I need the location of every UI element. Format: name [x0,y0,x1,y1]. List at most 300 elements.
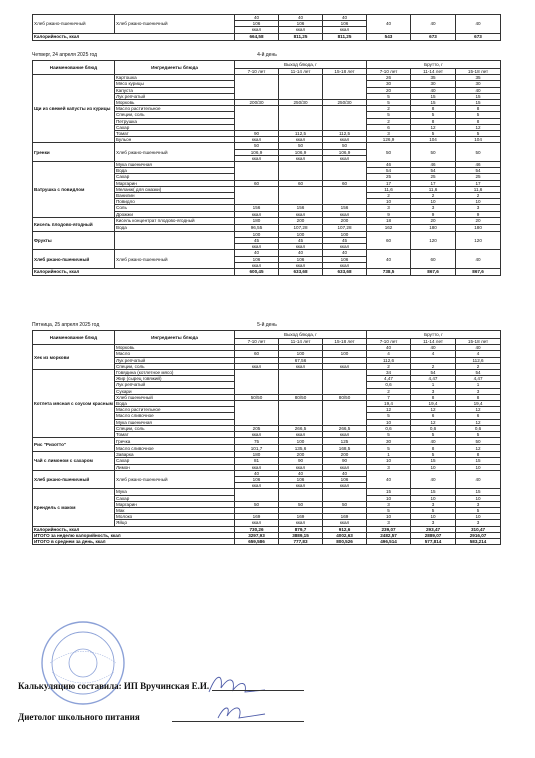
output-spacer [323,489,367,501]
output-weight: 200 [323,452,367,458]
gross-value: 3 [411,501,456,507]
ingredient-name: Морковь [115,345,235,351]
ingredient-name: Сахар [115,174,235,180]
total-value: 811,25 [323,33,367,40]
total-value: 633,68 [279,269,323,276]
ingredient-name: Лук репчатый [115,382,235,388]
output-spacer [279,489,323,501]
output-weight: 250/30 [323,100,367,106]
gross-value: 5 [367,93,411,99]
gross-value: 2 [367,388,411,394]
unit-label: ккал [235,483,279,489]
gross-value: 3 [411,388,456,394]
output-weight: 180 [235,217,279,224]
output-weight: 60 [323,180,367,186]
gross-value: 5 [367,112,411,118]
gross-value: 40 [411,345,456,351]
gross-value: 10 [411,464,456,470]
dish-name: Щи из свежей капусты из курицы [33,75,115,143]
gross-value: 15 [456,458,501,464]
total-label: Калорийность, ккал [33,526,235,532]
gross-value: 2 [367,363,411,369]
ingredient-name: Специи, соль [115,112,235,118]
gross-value: 8 [456,452,501,458]
output-kcal: 107,28 [279,224,323,231]
gross-value: 12 [411,124,456,130]
gross-value: 54 [456,168,501,174]
gross-value: 1 [456,382,501,388]
round-seal-stamp [40,620,126,706]
gross-value: 26 [367,75,411,81]
dish-name: Котлета мясная с соусом красным [33,370,115,438]
signature-line-calc [212,690,304,691]
output-weight: 40 [235,15,279,21]
gross-value: 120 [456,231,501,250]
gross-value: 6 [411,413,456,419]
day5-number: 5-й день [257,322,277,328]
unit-label: ккал [323,262,367,268]
gross-value: 46 [411,162,456,168]
gross-value: 8 [411,118,456,124]
unit-label: ккал [279,363,323,369]
gross-value: 10 [367,199,411,205]
signature-line-diet [172,721,304,722]
output-kcal: 266,5 [323,425,367,431]
total-label: ИТОГО за неделю калорийность, ккал [33,532,235,538]
gross-value: 5 [411,452,456,458]
table-row [33,269,501,276]
gross-value: 10 [456,464,501,470]
total-value: 867,6 [456,269,501,276]
total-value: 600,45 [235,269,279,276]
output-spacer [235,75,279,100]
total-label: ИТОГО в среднем за день, ккал [33,539,235,545]
gross-value: 12 [411,419,456,425]
total-value: 2889,07 [411,532,456,538]
output-weight: 180 [235,452,279,458]
output-kcal: 106 [235,21,279,27]
ingredient-name: Соль [115,205,235,211]
output-kcal: 106 [235,256,279,262]
ingredient-name: Томат [115,432,235,438]
ingredient-name: Сухари [115,388,235,394]
output-kcal: 106,9 [235,149,279,155]
table-row [33,370,501,376]
gross-value: 0,6 [456,425,501,431]
col-header-age: 11-14 лет [411,339,456,345]
output-weight: 250/30 [279,100,323,106]
gross-value: 5 [367,413,411,419]
gross-value: 2 [411,193,456,199]
output-spacer [279,401,323,426]
unit-label: ккал [279,432,323,438]
dish-name: Кисель плодово-ягодный [33,217,115,231]
gross-value: 30 [456,81,501,87]
dish-name: Рис "Ризотто" [33,438,115,452]
unit-label: ккал [235,464,279,470]
total-value: 2916,07 [456,532,501,538]
unit-label: ккал [323,432,367,438]
gross-value: 6 [456,413,501,419]
gross-value: 15 [456,93,501,99]
output-kcal: 45 [235,238,279,244]
gross-value: 9 [367,211,411,217]
gross-value: 3 [456,501,501,507]
output-kcal: 106 [279,256,323,262]
dish-name: Фрукты [33,231,115,250]
gross-value: 40 [456,470,501,489]
ingredient-name: Мука пшеничная [115,419,235,425]
gross-value: 19,4 [411,401,456,407]
ingredient-name: Кисель концентрат плодово-ягодный [115,217,235,224]
gross-value: 40 [367,345,411,351]
total-value: 239,07 [367,526,411,532]
gross-value: 11,6 [367,186,411,192]
output-kcal: 101,7 [235,445,279,452]
output-kcal: 156 [323,205,367,211]
output-kcal: 96,55 [235,224,279,231]
col-header-age: 15-18 лет [456,69,501,75]
gross-value: 15 [456,489,501,495]
output-kcal: 266,5 [279,425,323,431]
dish-name: Чай с лимоном с сахаром [33,452,115,471]
gross-value: 3 [411,520,456,526]
ingredient-name: Хлеб ржано-пшеничный [115,470,235,489]
gross-value: 6 [367,124,411,130]
gross-value: 4 [411,351,456,357]
table-row [33,33,501,40]
ingredient-name: Сахар [115,458,235,464]
gross-value: 5 [456,131,501,137]
gross-value: 25 [367,174,411,180]
output-spacer [235,162,279,181]
output-spacer [323,162,367,181]
gross-value: 35 [456,75,501,81]
gross-value: 3 [456,205,501,211]
output-kcal: 90 [279,458,323,464]
output-weight: 40 [279,15,323,21]
gross-value: 17 [456,180,501,186]
dish-name: Крендель с маком [33,489,115,526]
unit-label: ккал [323,520,367,526]
output-spacer [279,106,323,131]
gross-value: 120 [411,231,456,250]
output-spacer [235,489,279,501]
gross-value: 12 [411,407,456,413]
day4-date: Четверг, 24 апреля 2025 год [32,52,98,58]
output-weight: 50 [323,143,367,149]
total-label: Калорийность, ккал [33,269,235,276]
output-weight: 60 [235,351,279,357]
gross-value: 40 [411,438,456,445]
output-kcal: 205 [235,425,279,431]
ingredient-name: Жир (сырец говяжий) [115,376,235,382]
gross-value: 15 [367,489,411,495]
output-weight: 100 [279,351,323,357]
gross-value: 10 [367,514,411,520]
ingredient-name: Хлеб ржано-пшеничный [115,15,235,34]
dish-name: Хлеб ржано-пшеничный [33,470,115,489]
gross-value: 5 [411,131,456,137]
output-kcal: 106,9 [279,149,323,155]
output-spacer [279,370,323,395]
output-kcal: 169 [235,514,279,520]
gross-value: 40 [367,250,411,269]
table-row [33,539,501,545]
output-weight: 50 [235,501,279,507]
output-weight: 40 [279,250,323,256]
ingredient-name: Масло сливочное [115,445,235,452]
ingredient-name: Лимон [115,464,235,470]
ingredient-name: Морковь [115,100,235,106]
gross-value: 50 [411,143,456,162]
gross-value: 25 [411,174,456,180]
col-header-ingredients: Ингредиенты блюда [115,61,235,75]
gross-value: 8 [411,394,456,400]
col-header-output: Выход блюда, г [235,61,367,69]
gross-value: 104 [411,137,456,143]
ingredient-name: Картошка [115,75,235,81]
table-row [33,438,501,445]
output-weight: 80/50 [279,394,323,400]
output-weight: 40 [323,15,367,21]
gross-value: 54 [411,168,456,174]
col-header-age: 7-10 лет [367,69,411,75]
col-header-age: 7-10 лет [367,339,411,345]
gross-value: 4 [367,351,411,357]
output-weight: 100 [279,231,323,237]
output-kcal: 45 [323,238,367,244]
ingredient-name: Заварка [115,452,235,458]
menu-table-day4 [32,60,501,276]
output-kcal: 106 [235,477,279,483]
gross-value: 11,6 [411,186,456,192]
gross-value: 10 [411,199,456,205]
output-weight: 200 [323,217,367,224]
output-spacer [235,401,279,426]
gross-value: 5 [411,432,456,438]
ingredient-name: Хлеб ржано-пшеничный [115,250,235,269]
total-value: 496,514 [367,539,411,545]
calculation-author: Калькуляцию составила: ИП Вручинская Е.И. [18,681,210,691]
col-header-gross: Брутто, г [367,61,501,69]
gross-value: 180 [411,224,456,231]
unit-label: ккал [279,520,323,526]
gross-value: 8 [456,394,501,400]
total-value: 879,7 [279,526,323,532]
output-kcal: 90 [323,458,367,464]
gross-value: 4,47 [411,376,456,382]
gross-value: 0,6 [367,382,411,388]
output-weight: 40 [279,470,323,476]
ingredient-name [115,231,235,250]
output-weight: 125 [323,438,367,445]
output-kcal: 45 [279,238,323,244]
output-kcal: 156 [235,205,279,211]
table-row [33,61,501,69]
unit-label: ккал [323,244,367,250]
gross-value: 8 [411,106,456,112]
output-weight: 100 [279,438,323,445]
col-header-age: 15-18 лет [323,69,367,75]
unit-label: ккал [323,464,367,470]
ingredient-name: Специи, соль [115,363,235,369]
output-kcal: 106 [279,21,323,27]
gross-value: 5 [411,508,456,514]
total-value: 777,83 [279,539,323,545]
gross-value: 46 [367,162,411,168]
total-value: 3889,15 [279,532,323,538]
ingredient-name: Мука пшеничная [115,162,235,168]
output-weight: 100 [323,351,367,357]
gross-value: 10 [411,514,456,520]
gross-value: 5 [367,100,411,106]
output-weight: 200 [279,452,323,458]
ingredient-name: Сахар [115,495,235,501]
col-header-age: 11-14 лет [411,69,456,75]
unit-label: ккал [279,155,323,161]
gross-value: 50 [456,438,501,445]
gross-value: 25 [456,174,501,180]
gross-value: 2 [367,193,411,199]
ingredient-name: Специи, соль [115,425,235,431]
gross-value: 7 [367,394,411,400]
gross-value: 0,6 [411,425,456,431]
total-value: 811,25 [279,33,323,40]
gross-value: 10 [367,458,411,464]
total-value: 800,526 [323,539,367,545]
ingredient-name: Вода [115,168,235,174]
gross-value: 3 [367,205,411,211]
gross-value: 5 [456,432,501,438]
unit-label: ккал [235,432,279,438]
output-kcal: 106 [279,477,323,483]
output-kcal: 112,5 [323,131,367,137]
ingredient-name: Масло сливочное [115,413,235,419]
gross-value: 35 [411,75,456,81]
output-weight: 50 [279,143,323,149]
col-header-age: 15-18 лет [456,339,501,345]
total-value: 310,47 [456,526,501,532]
unit-label: ккал [323,155,367,161]
table-row [33,489,501,495]
unit-label: ккал [323,363,367,369]
output-weight: 50 [279,501,323,507]
unit-label: ккал [235,520,279,526]
gross-value: 10 [456,495,501,501]
output-kcal: 168,5 [323,445,367,452]
gross-value: 10 [456,514,501,520]
gross-value: 5 [367,445,411,452]
gross-value: 60 [411,250,456,269]
gross-value: 12 [456,407,501,413]
gross-value: 30 [367,438,411,445]
ingredient-name: Томат [115,131,235,137]
table-row [33,75,501,81]
ingredient-name: Вода [115,224,235,231]
col-header-age: 15-18 лет [323,339,367,345]
gross-value: 5 [367,508,411,514]
table-row [33,217,501,224]
gross-value: 15 [411,100,456,106]
gross-value: 12 [456,445,501,452]
ingredient-name: Молоко [115,514,235,520]
gross-value: 15 [411,93,456,99]
ingredient-name: Повидло [115,199,235,205]
col-header-age: 7-10 лет [235,339,279,345]
gross-value: 40 [411,15,456,34]
ingredient-name: Капуста [115,87,235,93]
unit-label: ккал [279,137,323,143]
ingredient-name: Меланж( для смазки) [115,186,235,192]
dish-name: Гренки [33,143,115,162]
gross-value: 40 [367,15,411,34]
output-spacer [323,75,367,100]
output-kcal: 112,5 [279,131,323,137]
output-kcal: 135,6 [279,445,323,452]
table-row [33,162,501,168]
gross-value: 50 [456,143,501,162]
gross-value: 5 [411,112,456,118]
output-spacer [323,370,367,395]
total-label: Калорийность, ккал [33,33,235,40]
gross-value: 1 [411,382,456,388]
total-value: 673 [411,33,456,40]
gross-value: 9 [411,211,456,217]
gross-value: 40 [456,15,501,34]
output-kcal: 107,28 [323,224,367,231]
gross-value: 17 [411,180,456,186]
gross-value: 4,47 [367,376,411,382]
output-weight: 50/50 [235,394,279,400]
unit-label: ккал [235,211,279,217]
dish-name: Хлеб ржано-пшеничный [33,250,115,269]
gross-value: 10 [411,495,456,501]
output-kcal: 169 [323,514,367,520]
output-weight: 200 [279,217,323,224]
output-spacer [279,162,323,181]
output-kcal: 106 [323,21,367,27]
menu-table-day5 [32,330,501,545]
gross-value: 54 [367,168,411,174]
gross-value: 2 [367,106,411,112]
gross-value: 60 [367,231,411,250]
output-kcal: 67,56 [279,357,323,363]
ingredient-name: Мясо курицы [115,81,235,87]
total-value: 659,586 [235,539,279,545]
gross-value: 3 [367,520,411,526]
total-value: 2482,57 [367,532,411,538]
gross-value: 12 [367,407,411,413]
col-header-dish: Наименование блюд [33,331,115,345]
gross-value: 54 [411,370,456,376]
output-weight: 200/30 [235,100,279,106]
gross-value: 180 [456,224,501,231]
output-kcal: 90 [235,131,279,137]
unit-label: ккал [279,483,323,489]
output-weight: 50 [235,143,279,149]
gross-value: 30 [367,81,411,87]
output-kcal: 156 [279,205,323,211]
gross-value: 162 [367,224,411,231]
output-weight: 60 [235,180,279,186]
ingredient-name: Лук репчатый [115,93,235,99]
ingredient-name: Петрушка [115,118,235,124]
gross-value: 5 [367,432,411,438]
ingredient-name: Сахар [115,124,235,130]
ingredient-name: Масло [115,351,235,357]
output-kcal: 106,9 [323,149,367,155]
